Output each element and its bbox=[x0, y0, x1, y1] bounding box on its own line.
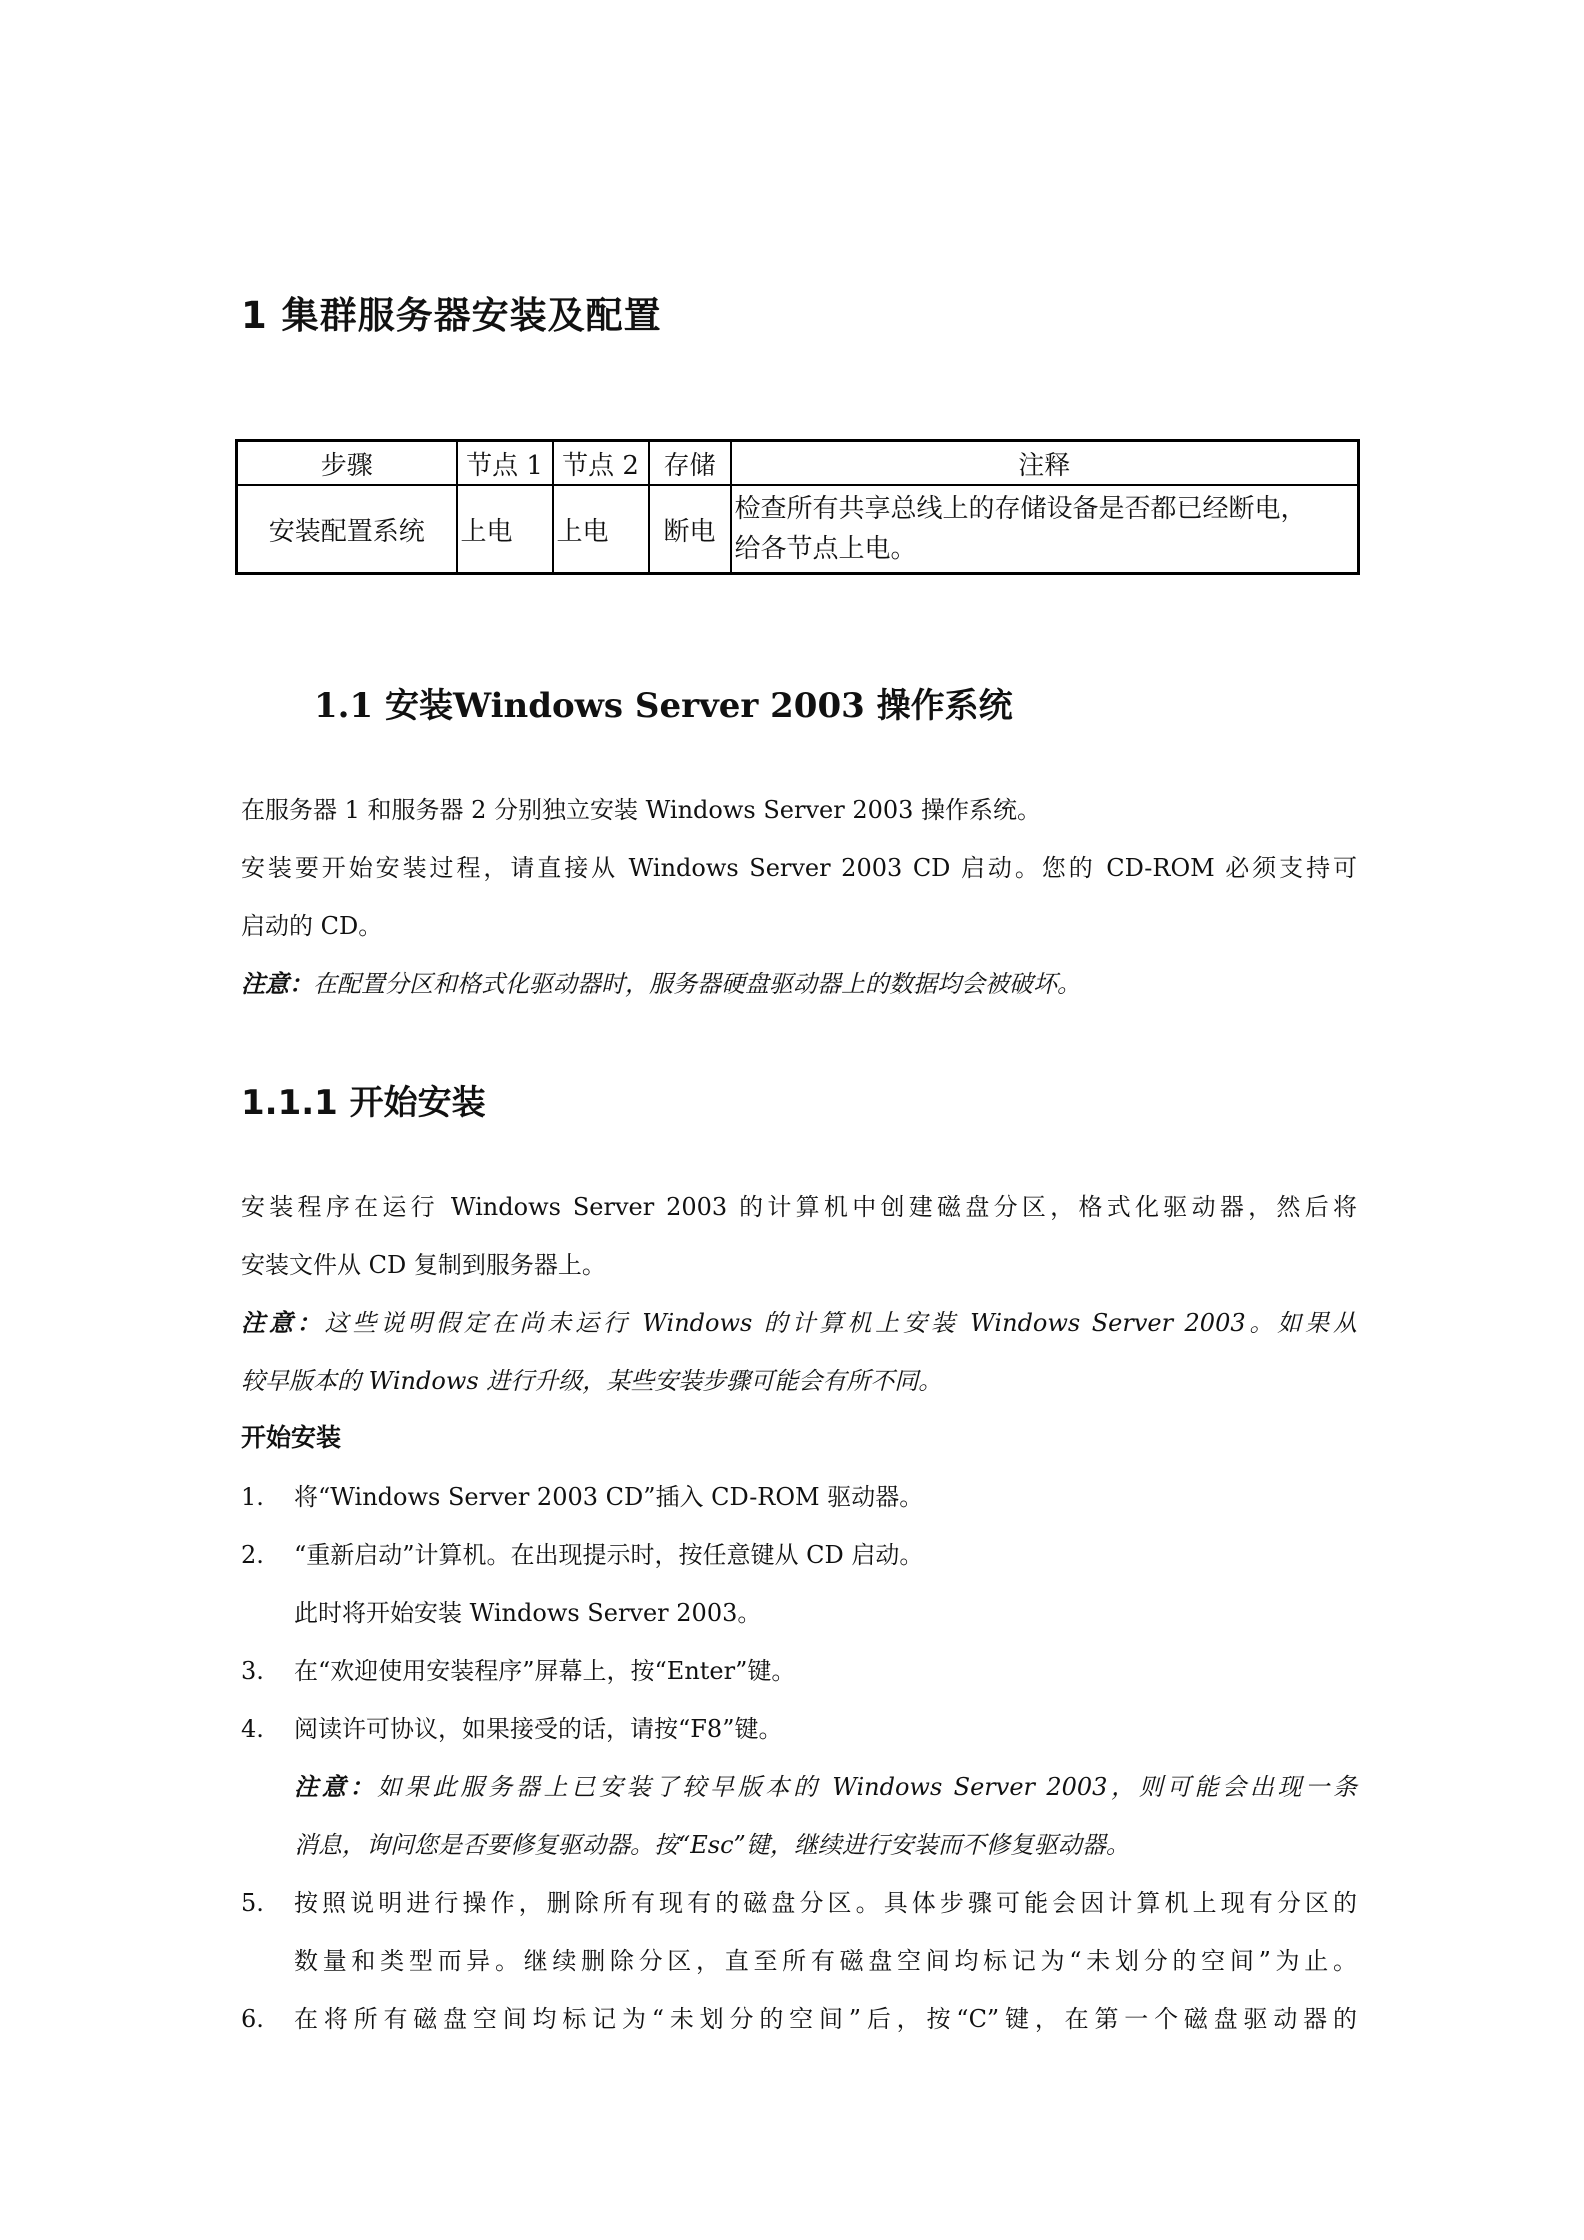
note-text: 在配置分区和格式化驱动器时，服务器硬盘驱动器上的数据均会被破坏。 bbox=[313, 970, 1081, 998]
table-note-line-1: 检查所有共享总线上的存储设备是否都已经断电， bbox=[734, 494, 1307, 524]
step-4-note-line-2: 消息，询问您是否要修复驱动器。按“Esc”键，继续进行安装而不修复驱动器。 bbox=[294, 1831, 1130, 1859]
note-label: 注意： bbox=[241, 1308, 325, 1337]
step-number: 2. bbox=[241, 1541, 264, 1569]
heading-2: 1.1 安装Windows Server 2003 操作系统 bbox=[314, 686, 1013, 726]
step-5-line-1: 按照说明进行操作，删除所有现有的磁盘分区。具体步骤可能会因计算机上现有分区的 bbox=[294, 1889, 1357, 1917]
subsection-title: 开始安装 bbox=[241, 1423, 342, 1452]
table-header-node1: 节点 1 bbox=[457, 441, 553, 486]
note-label: 注意： bbox=[241, 969, 313, 998]
section-paragraph-line-2: 安装文件从 CD 复制到服务器上。 bbox=[241, 1251, 606, 1279]
table-header-step: 步骤 bbox=[237, 441, 457, 486]
table-note-line-2: 给各节点上电。 bbox=[734, 534, 917, 564]
intro-note bbox=[241, 969, 1357, 999]
section-note-line-2: 较早版本的 Windows 进行升级，某些安装步骤可能会有所不同。 bbox=[241, 1367, 943, 1395]
intro-paragraph-2-line-1: 安装要开始安装过程，请直接从 Windows Server 2003 CD 启动。您的 CD-ROM 必须支持可 bbox=[241, 854, 1357, 882]
step-5-line-2: 数量和类型而异。继续删除分区，直至所有磁盘空间均标记为“未划分的空间”为止。 bbox=[294, 1947, 1357, 1975]
step-6-line-1: 在将所有磁盘空间均标记为“未划分的空间”后，按“C”键，在第一个磁盘驱动器的 bbox=[294, 2005, 1357, 2033]
table-cell-node2: 上电 bbox=[553, 485, 649, 574]
table-row bbox=[237, 485, 1359, 574]
table-header-storage: 存储 bbox=[649, 441, 731, 486]
section-note-line-1 bbox=[241, 1308, 1357, 1338]
intro-paragraph-2-line-2: 启动的 CD。 bbox=[241, 912, 383, 940]
heading-3: 1.1.1 开始安装 bbox=[241, 1083, 486, 1123]
note-label: 注意： bbox=[294, 1772, 378, 1801]
step-4-note-line-1 bbox=[294, 1772, 1357, 1802]
step-number: 3. bbox=[241, 1657, 264, 1685]
note-text: 这些说明假定在尚未运行 Windows 的计算机上安装 Windows Server 2003。如果从 bbox=[324, 1309, 1357, 1337]
step-2-line-1: “重新启动”计算机。在出现提示时，按任意键从 CD 启动。 bbox=[294, 1541, 924, 1569]
heading-1: 1 集群服务器安装及配置 bbox=[241, 294, 662, 337]
table-header-node2: 节点 2 bbox=[553, 441, 649, 486]
steps-table bbox=[235, 439, 1360, 575]
step-number: 6. bbox=[241, 2005, 264, 2033]
step-1-line-1: 将“Windows Server 2003 CD”插入 CD-ROM 驱动器。 bbox=[294, 1483, 924, 1511]
step-3-line-1: 在“欢迎使用安装程序”屏幕上，按“Enter”键。 bbox=[294, 1657, 796, 1685]
note-text: 如果此服务器上已安装了较早版本的 Windows Server 2003，则可能会出现一条 bbox=[377, 1773, 1358, 1801]
table-cell-storage: 断电 bbox=[649, 485, 731, 574]
step-number: 1. bbox=[241, 1483, 264, 1511]
table-cell-node1: 上电 bbox=[457, 485, 553, 574]
table-header-row bbox=[237, 441, 1359, 486]
intro-paragraph-1: 在服务器 1 和服务器 2 分别独立安装 Windows Server 2003 操作系统。 bbox=[241, 796, 1042, 824]
step-number: 4. bbox=[241, 1715, 264, 1743]
table-cell-note bbox=[731, 485, 1359, 574]
step-number: 5. bbox=[241, 1889, 264, 1917]
step-2-line-2: 此时将开始安装 Windows Server 2003。 bbox=[294, 1599, 762, 1627]
table-header-note: 注释 bbox=[731, 441, 1359, 486]
section-paragraph-line-1: 安装程序在运行 Windows Server 2003 的计算机中创建磁盘分区，格式化驱动器，然后将 bbox=[241, 1193, 1357, 1221]
table-cell-step: 安装配置系统 bbox=[237, 485, 457, 574]
step-4-line-1: 阅读许可协议，如果接受的话，请按“F8”键。 bbox=[294, 1715, 783, 1743]
